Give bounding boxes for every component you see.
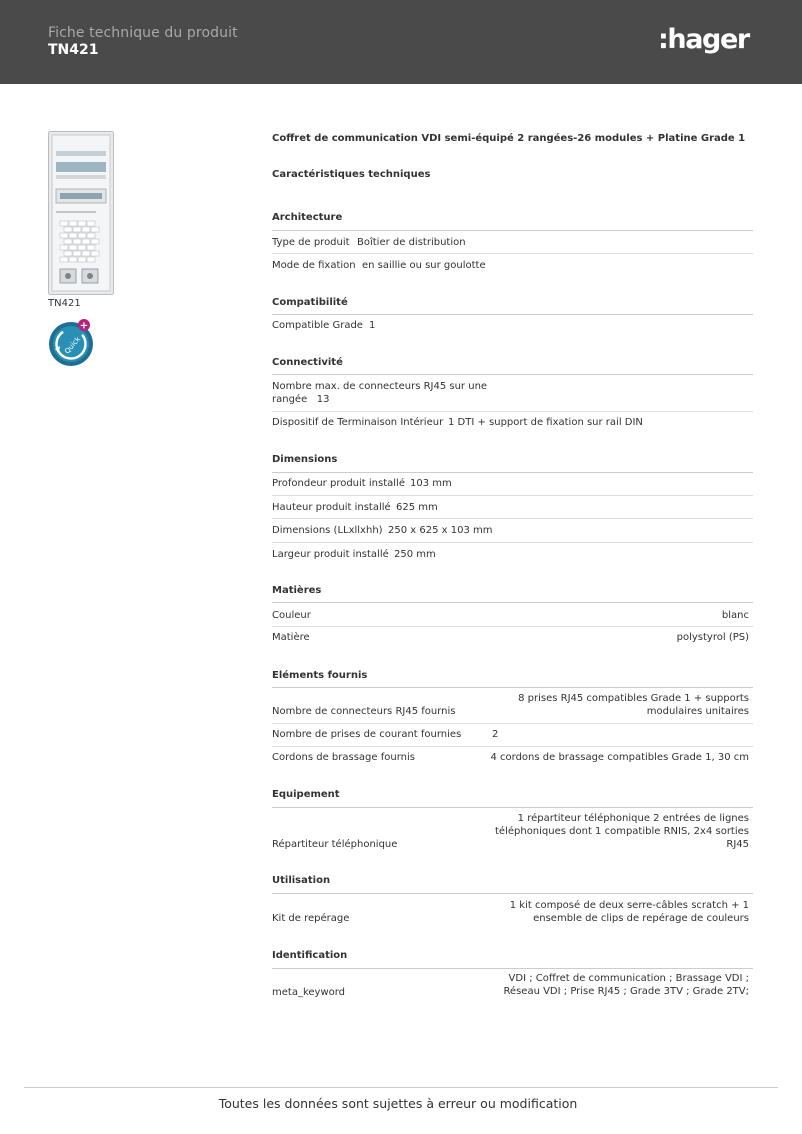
quick-connect-badge <box>48 317 96 367</box>
spec-label: Profondeur produit installé <box>272 478 405 489</box>
spec-value: 1 DTI + support de fixation sur rail DIN <box>448 417 643 428</box>
header-title: Fiche technique du produit <box>48 25 238 41</box>
row-divider <box>272 746 753 747</box>
spec-value: 625 mm <box>396 502 438 513</box>
spec-value: 13 <box>316 394 330 405</box>
row-divider <box>272 518 753 519</box>
section-title-architecture: Architecture <box>272 212 343 223</box>
footer-disclaimer: Toutes les données sont sujettes à erreur ou modification <box>218 1096 578 1111</box>
page-header <box>0 0 802 84</box>
section-divider <box>272 472 753 473</box>
spec-row <box>272 692 753 720</box>
spec-label: Matière <box>272 632 310 643</box>
product-description: Coffret de communication VDI semi-équipé 2 rangées-26 modules + Platine Grade 1 <box>272 133 746 144</box>
spec-label: Hauteur produit installé <box>272 502 391 513</box>
spec-value: 2 <box>492 729 499 740</box>
spec-row <box>272 899 753 927</box>
section-divider <box>272 968 753 969</box>
section-divider <box>272 374 753 375</box>
spec-value: 1 kit composé de deux serre-câbles scratch + 1 ensemble de clips de repérage de couleurs <box>509 900 749 924</box>
badge-label: Quick <box>63 335 82 356</box>
spec-value: en saillie ou sur goulotte <box>362 260 486 271</box>
spec-label: Type de produit <box>272 237 350 248</box>
section-divider <box>272 807 753 808</box>
spec-label: Nombre max. de connecteurs RJ45 sur une rangée <box>272 381 488 405</box>
section-title-matieres: Matières <box>272 585 322 596</box>
row-divider <box>272 411 753 412</box>
section-title-dimensions: Dimensions <box>272 454 338 465</box>
row-divider <box>272 495 753 496</box>
row-divider <box>272 542 753 543</box>
section-divider <box>272 314 753 315</box>
technical-characteristics-title: Caractéristiques techniques <box>272 169 431 180</box>
section-divider <box>272 230 753 231</box>
section-title-elements-fournis: Eléments fournis <box>272 670 368 681</box>
footer-divider <box>24 1087 778 1088</box>
spec-label: meta_keyword <box>272 987 346 998</box>
section-divider <box>272 893 753 894</box>
spec-label: Largeur produit installé <box>272 549 389 560</box>
spec-value: 4 cordons de brassage compatibles Grade 1, 30 cm <box>490 752 749 763</box>
section-title-compatibilite: Compatibilité <box>272 297 348 308</box>
spec-label: Nombre de prises de courant fournies <box>272 729 462 740</box>
spec-label: Répartiteur téléphonique <box>272 839 398 850</box>
row-divider <box>272 723 753 724</box>
spec-label: Kit de repérage <box>272 913 350 924</box>
section-divider <box>272 602 753 603</box>
row-divider <box>272 626 753 627</box>
spec-label: Dimensions (LLxllxhh) <box>272 525 383 536</box>
spec-label: Nombre de connecteurs RJ45 fournis <box>272 706 456 717</box>
section-title-connectivite: Connectivité <box>272 357 343 368</box>
enclosure-illustration <box>48 131 114 295</box>
spec-label: Dispositif de Terminaison Intérieur <box>272 417 444 428</box>
spec-value: 8 prises RJ45 compatibles Grade 1 + supports modulaires unitaires <box>518 693 749 717</box>
spec-value: 250 mm <box>394 549 436 560</box>
spec-row <box>272 972 753 1000</box>
section-title-identification: Identification <box>272 950 348 961</box>
spec-value: Boîtier de distribution <box>357 237 466 248</box>
spec-row <box>272 812 753 852</box>
spec-row <box>272 380 753 408</box>
section-title-utilisation: Utilisation <box>272 875 331 886</box>
spec-label: Mode de fixation <box>272 260 356 271</box>
section-title-equipement: Equipement <box>272 789 340 800</box>
product-image <box>48 131 114 295</box>
spec-value: VDI ; Coffret de communication ; Brassage VDI ; Réseau VDI ; Prise RJ45 ; Grade 3TV ; Grade 2TV; <box>503 973 749 997</box>
spec-value: blanc <box>721 610 749 621</box>
spec-value: 250 x 625 x 103 mm <box>388 525 493 536</box>
hager-logo: :hager <box>658 24 749 55</box>
header-reference: TN421 <box>48 42 99 58</box>
image-caption: TN421 <box>48 298 81 309</box>
spec-label: Couleur <box>272 610 311 621</box>
spec-value: polystyrol (PS) <box>676 632 749 643</box>
spec-label: Cordons de brassage fournis <box>272 752 415 763</box>
spec-value: 1 <box>369 320 376 331</box>
section-divider <box>272 687 753 688</box>
svg-text:+: + <box>79 320 89 332</box>
row-divider <box>272 253 753 254</box>
spec-value: 103 mm <box>410 478 452 489</box>
spec-value: 1 répartiteur téléphonique 2 entrées de lignes téléphoniques dont 1 compatible RNIS, 2x4 sorties RJ45 <box>495 813 749 850</box>
spec-label-with-value <box>272 380 492 406</box>
spec-label: Compatible Grade <box>272 320 363 331</box>
